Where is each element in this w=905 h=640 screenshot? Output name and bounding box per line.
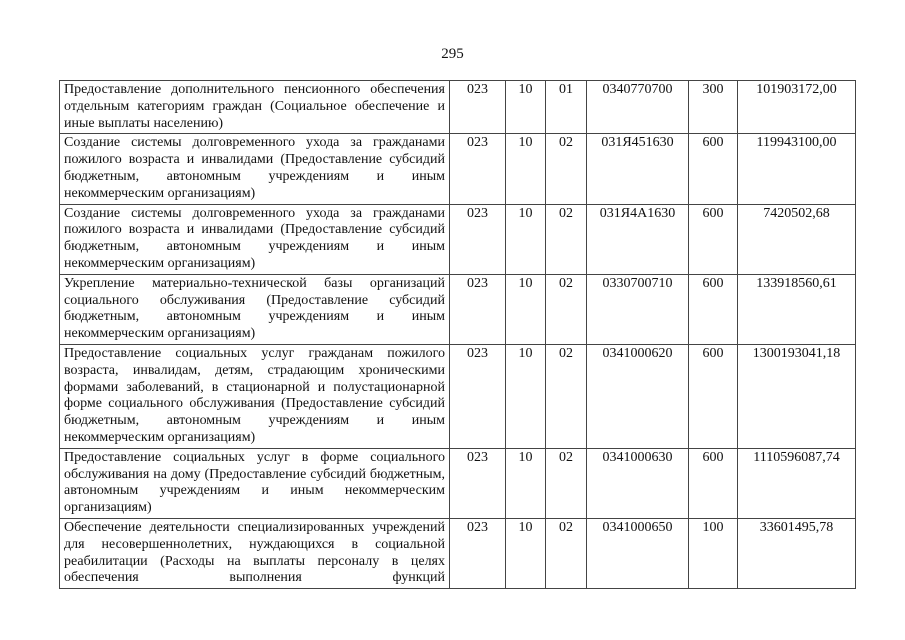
row-section-code: 10	[506, 81, 546, 134]
page-number: 295	[441, 46, 464, 62]
row-section-code: 10	[506, 518, 546, 588]
row-expense-type: 300	[689, 81, 738, 134]
row-target-article: 031Я4А1630	[587, 204, 689, 274]
row-description: Предоставление социальных услуг в форме социального обслуживания на дому (Предоставление субсидий бюджетным, автономным учреждениям и иным некоммерческим организациям)	[60, 448, 450, 518]
row-section-code: 10	[506, 344, 546, 448]
row-description: Укрепление материально-технической базы организаций социального обслуживания (Предоставление субсидий бюджетным, автономным учреждениям и иным некоммерческим организациям)	[60, 274, 450, 344]
row-ministry-code: 023	[450, 274, 506, 344]
row-ministry-code: 023	[450, 344, 506, 448]
table-row	[60, 274, 856, 344]
row-expense-type: 600	[689, 274, 738, 344]
row-section-code: 10	[506, 204, 546, 274]
row-ministry-code: 023	[450, 518, 506, 588]
row-subsection-code: 01	[546, 81, 587, 134]
row-expense-type: 600	[689, 204, 738, 274]
row-target-article: 0341000630	[587, 448, 689, 518]
table-row	[60, 204, 856, 274]
row-target-article: 0340770700	[587, 81, 689, 134]
row-amount: 1110596087,74	[738, 448, 856, 518]
row-ministry-code: 023	[450, 448, 506, 518]
row-target-article: 031Я451630	[587, 134, 689, 204]
row-subsection-code: 02	[546, 134, 587, 204]
row-subsection-code: 02	[546, 448, 587, 518]
row-ministry-code: 023	[450, 134, 506, 204]
row-expense-type: 600	[689, 448, 738, 518]
row-amount: 133918560,61	[738, 274, 856, 344]
row-description: Создание системы долговременного ухода за гражданами пожилого возраста и инвалидами (Предоставление субсидий бюджетным, автономным учреждениям и иным некоммерческим организациям)	[60, 134, 450, 204]
row-subsection-code: 02	[546, 204, 587, 274]
row-expense-type: 600	[689, 344, 738, 448]
row-section-code: 10	[506, 448, 546, 518]
row-ministry-code: 023	[450, 204, 506, 274]
row-amount: 1300193041,18	[738, 344, 856, 448]
row-expense-type: 600	[689, 134, 738, 204]
row-amount: 33601495,78	[738, 518, 856, 588]
row-description: Предоставление дополнительного пенсионного обеспечения отдельным категориям граждан (Социальное обеспечение и иные выплаты населению)	[60, 81, 450, 134]
row-subsection-code: 02	[546, 274, 587, 344]
row-ministry-code: 023	[450, 81, 506, 134]
row-expense-type: 100	[689, 518, 738, 588]
table-row	[60, 81, 856, 134]
row-section-code: 10	[506, 274, 546, 344]
row-target-article: 0341000650	[587, 518, 689, 588]
row-description: Создание системы долговременного ухода за гражданами пожилого возраста и инвалидами (Предоставление субсидий бюджетным, автономным учреждениям и иным некоммерческим организациям)	[60, 204, 450, 274]
row-description: Обеспечение деятельности специализированных учреждений для несовершеннолетних, нуждающихся в социальной реабилитации (Расходы на выплаты персоналу в целях обеспечения выполнения функций	[60, 518, 450, 588]
row-target-article: 0341000620	[587, 344, 689, 448]
table-row	[60, 448, 856, 518]
row-amount: 119943100,00	[738, 134, 856, 204]
row-amount: 101903172,00	[738, 81, 856, 134]
table-row	[60, 134, 856, 204]
row-subsection-code: 02	[546, 344, 587, 448]
row-amount: 7420502,68	[738, 204, 856, 274]
budget-table	[59, 80, 856, 589]
row-subsection-code: 02	[546, 518, 587, 588]
row-section-code: 10	[506, 134, 546, 204]
table-row	[60, 518, 856, 588]
table-row	[60, 344, 856, 448]
row-description: Предоставление социальных услуг гражданам пожилого возраста, инвалидам, детям, страдающим хроническими формами заболеваний, в стационарной и полустационарной форме социального обслуживания (Предоставление субсидий бюджетным, автономным учреждениям и иным некоммерческим организациям)	[60, 344, 450, 448]
row-target-article: 0330700710	[587, 274, 689, 344]
